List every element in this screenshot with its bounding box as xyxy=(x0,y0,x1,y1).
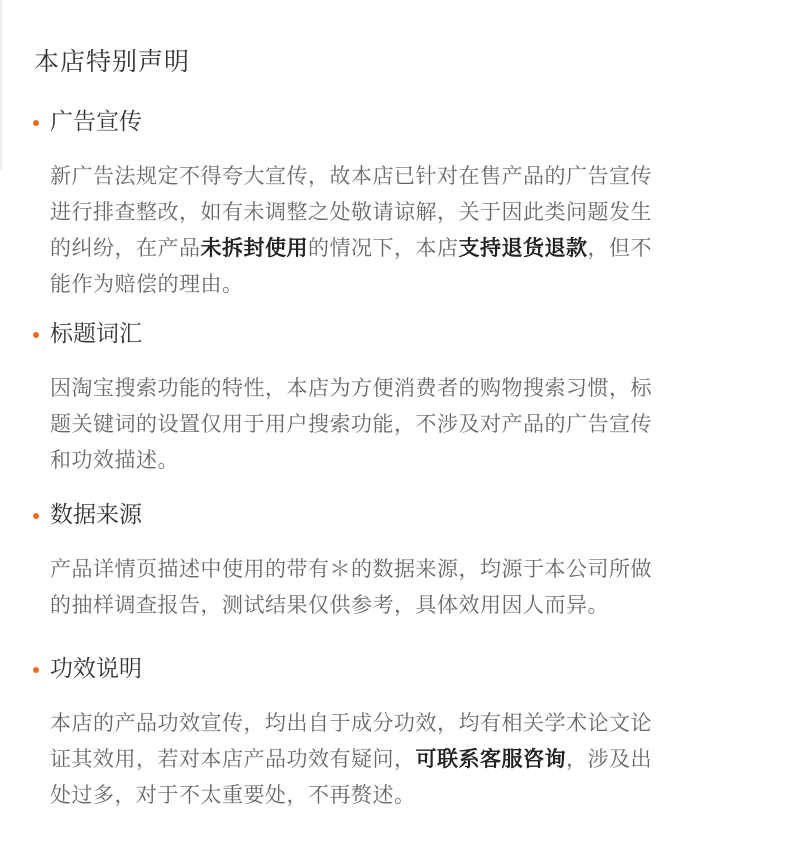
section-header xyxy=(0,651,400,687)
bullet-dot-icon xyxy=(33,513,39,519)
paragraph-line xyxy=(50,266,756,302)
section-title: 广告宣传 xyxy=(50,109,142,135)
paragraph-line xyxy=(50,587,756,623)
paragraph-text: 的纠纷，在产品 xyxy=(50,236,201,260)
section-header xyxy=(0,104,400,140)
paragraph-text: 和功效描述。 xyxy=(50,448,179,472)
paragraph-line xyxy=(50,741,756,777)
section-paragraph xyxy=(50,370,756,478)
paragraph-line xyxy=(50,230,756,266)
paragraph-text: 的情况下，本店 xyxy=(308,236,459,260)
paragraph-text: 进行排查整改，如有未调整之处敬请谅解，关于因此类问题发生 xyxy=(50,200,652,224)
paragraph-text: 新广告法规定不得夸大宣传，故本店已针对在售产品的广告宣传 xyxy=(50,164,652,188)
paragraph-line xyxy=(50,406,756,442)
paragraph-text: 产品详情页描述中使用的带有＊的数据来源，均源于本公司所做 xyxy=(50,557,652,581)
section-header xyxy=(0,316,400,352)
paragraph-text: 因淘宝搜索功能的特性，本店为方便消费者的购物搜索习惯，标 xyxy=(50,376,652,400)
paragraph-line xyxy=(50,194,756,230)
paragraph-line xyxy=(50,158,756,194)
left-edge-divider xyxy=(0,0,2,170)
section-title: 标题词汇 xyxy=(50,321,142,347)
paragraph-line xyxy=(50,370,756,406)
paragraph-text: ，涉及出 xyxy=(566,747,652,771)
paragraph-text: 处过多，对于不太重要处，不再赘述。 xyxy=(50,783,416,807)
section-title: 功效说明 xyxy=(50,656,142,682)
emphasized-text: 未拆封使用 xyxy=(200,236,308,260)
emphasized-text: 支持退货退款 xyxy=(458,236,588,260)
bullet-dot-icon xyxy=(33,120,39,126)
paragraph-line xyxy=(50,551,756,587)
section-paragraph xyxy=(50,705,756,813)
page-title: 本店特别声明 xyxy=(34,47,191,76)
emphasized-text: 可联系客服咨询 xyxy=(415,747,566,771)
paragraph-text: 能作为赔偿的理由。 xyxy=(50,272,244,296)
paragraph-line xyxy=(50,705,756,741)
section-header xyxy=(0,497,400,533)
paragraph-text: 证其效用，若对本店产品功效有疑问， xyxy=(50,747,416,771)
bullet-dot-icon xyxy=(33,667,39,673)
paragraph-line xyxy=(50,442,756,478)
section-title: 数据来源 xyxy=(50,502,142,528)
paragraph-text: 题关键词的设置仅用于用户搜索功能，不涉及对产品的广告宣传 xyxy=(50,412,652,436)
paragraph-text: 的抽样调查报告，测试结果仅供参考，具体效用因人而异。 xyxy=(50,593,609,617)
paragraph-line xyxy=(50,777,756,813)
bullet-dot-icon xyxy=(33,332,39,338)
paragraph-text: 本店的产品功效宣传，均出自于成分功效，均有相关学术论文论 xyxy=(50,711,652,735)
section-paragraph xyxy=(50,551,756,623)
section-paragraph xyxy=(50,158,756,302)
paragraph-text: ，但不 xyxy=(587,236,652,260)
